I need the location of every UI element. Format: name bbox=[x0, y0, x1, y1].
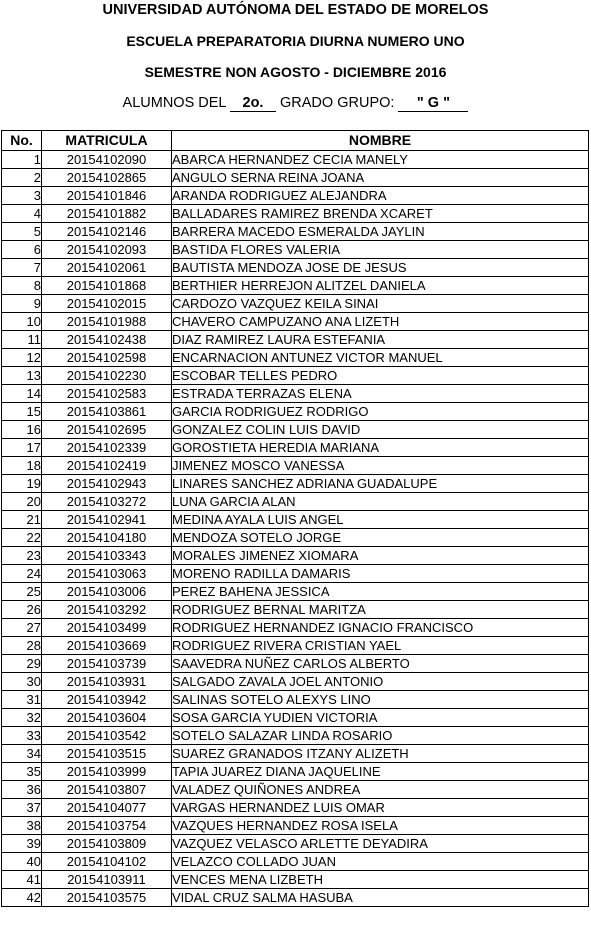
group-value: " G " bbox=[398, 96, 468, 112]
row-matricula: 20154102941 bbox=[42, 511, 172, 529]
table-row bbox=[2, 295, 589, 313]
row-name: GONZALEZ COLIN LUIS DAVID bbox=[172, 421, 589, 439]
row-matricula: 20154102061 bbox=[42, 259, 172, 277]
table-row bbox=[2, 205, 589, 223]
row-number: 11 bbox=[2, 331, 42, 349]
table-row bbox=[2, 655, 589, 673]
row-name: VAZQUES HERNANDEZ ROSA ISELA bbox=[172, 817, 589, 835]
row-matricula: 20154102419 bbox=[42, 457, 172, 475]
row-name: TAPIA JUAREZ DIANA JAQUELINE bbox=[172, 763, 589, 781]
table-row bbox=[2, 889, 589, 907]
row-number: 15 bbox=[2, 403, 42, 421]
row-name: DIAZ RAMIREZ LAURA ESTEFANIA bbox=[172, 331, 589, 349]
row-number: 7 bbox=[2, 259, 42, 277]
column-header-number: No. bbox=[2, 131, 42, 151]
table-row bbox=[2, 511, 589, 529]
table-row bbox=[2, 259, 589, 277]
row-matricula: 20154103942 bbox=[42, 691, 172, 709]
row-matricula: 20154103343 bbox=[42, 547, 172, 565]
table-row bbox=[2, 727, 589, 745]
row-matricula: 20154103754 bbox=[42, 817, 172, 835]
row-name: VARGAS HERNANDEZ LUIS OMAR bbox=[172, 799, 589, 817]
row-number: 8 bbox=[2, 277, 42, 295]
row-matricula: 20154102015 bbox=[42, 295, 172, 313]
table-row bbox=[2, 673, 589, 691]
row-name: BARRERA MACEDO ESMERALDA JAYLIN bbox=[172, 223, 589, 241]
table-row bbox=[2, 853, 589, 871]
row-matricula: 20154101868 bbox=[42, 277, 172, 295]
column-header-nombre: NOMBRE bbox=[172, 131, 589, 151]
row-matricula: 20154103931 bbox=[42, 673, 172, 691]
row-name: BASTIDA FLORES VALERIA bbox=[172, 241, 589, 259]
row-name: LINARES SANCHEZ ADRIANA GUADALUPE bbox=[172, 475, 589, 493]
row-name: MEDINA AYALA LUIS ANGEL bbox=[172, 511, 589, 529]
row-number: 5 bbox=[2, 223, 42, 241]
table-row bbox=[2, 439, 589, 457]
row-matricula: 20154102230 bbox=[42, 367, 172, 385]
row-number: 26 bbox=[2, 601, 42, 619]
row-number: 1 bbox=[2, 151, 42, 169]
table-row bbox=[2, 601, 589, 619]
row-name: RODRIGUEZ BERNAL MARITZA bbox=[172, 601, 589, 619]
row-matricula: 20154103575 bbox=[42, 889, 172, 907]
table-row bbox=[2, 223, 589, 241]
row-matricula: 20154104077 bbox=[42, 799, 172, 817]
table-row bbox=[2, 763, 589, 781]
table-row bbox=[2, 187, 589, 205]
table-row bbox=[2, 493, 589, 511]
row-matricula: 20154103272 bbox=[42, 493, 172, 511]
row-number: 10 bbox=[2, 313, 42, 331]
row-number: 22 bbox=[2, 529, 42, 547]
row-matricula: 20154103515 bbox=[42, 745, 172, 763]
row-name: ANGULO SERNA REINA JOANA bbox=[172, 169, 589, 187]
row-number: 18 bbox=[2, 457, 42, 475]
table-row bbox=[2, 367, 589, 385]
row-number: 20 bbox=[2, 493, 42, 511]
row-name: ENCARNACION ANTUNEZ VICTOR MANUEL bbox=[172, 349, 589, 367]
row-number: 12 bbox=[2, 349, 42, 367]
row-number: 24 bbox=[2, 565, 42, 583]
row-number: 13 bbox=[2, 367, 42, 385]
table-row bbox=[2, 799, 589, 817]
group-label: GRUPO: bbox=[337, 95, 395, 111]
row-name: CARDOZO VAZQUEZ KEILA SINAI bbox=[172, 295, 589, 313]
table-row bbox=[2, 871, 589, 889]
row-name: RODRIGUEZ RIVERA CRISTIAN YAEL bbox=[172, 637, 589, 655]
row-matricula: 20154103542 bbox=[42, 727, 172, 745]
row-name: MORENO RADILLA DAMARIS bbox=[172, 565, 589, 583]
grade-label: GRADO bbox=[280, 95, 334, 111]
column-header-matricula: MATRICULA bbox=[42, 131, 172, 151]
school-title: ESCUELA PREPARATORIA DIURNA NUMERO UNO bbox=[126, 33, 465, 49]
table-header-row bbox=[2, 131, 589, 151]
row-matricula: 20154103006 bbox=[42, 583, 172, 601]
row-matricula: 20154101882 bbox=[42, 205, 172, 223]
row-matricula: 20154103604 bbox=[42, 709, 172, 727]
row-name: GOROSTIETA HEREDIA MARIANA bbox=[172, 439, 589, 457]
table-row bbox=[2, 241, 589, 259]
row-matricula: 20154102339 bbox=[42, 439, 172, 457]
row-name: ESTRADA TERRAZAS ELENA bbox=[172, 385, 589, 403]
row-number: 42 bbox=[2, 889, 42, 907]
table-row bbox=[2, 565, 589, 583]
row-name: BERTHIER HERREJON ALITZEL DANIELA bbox=[172, 277, 589, 295]
table-row bbox=[2, 709, 589, 727]
semester-title: SEMESTRE NON AGOSTO - DICIEMBRE 2016 bbox=[144, 64, 447, 80]
table-row bbox=[2, 529, 589, 547]
table-row bbox=[2, 421, 589, 439]
row-matricula: 20154102695 bbox=[42, 421, 172, 439]
table-row bbox=[2, 745, 589, 763]
table-row bbox=[2, 637, 589, 655]
row-name: SUAREZ GRANADOS ITZANY ALIZETH bbox=[172, 745, 589, 763]
row-name: ESCOBAR TELLES PEDRO bbox=[172, 367, 589, 385]
row-number: 37 bbox=[2, 799, 42, 817]
row-number: 36 bbox=[2, 781, 42, 799]
table-row bbox=[2, 457, 589, 475]
row-number: 9 bbox=[2, 295, 42, 313]
row-number: 32 bbox=[2, 709, 42, 727]
row-number: 33 bbox=[2, 727, 42, 745]
row-number: 29 bbox=[2, 655, 42, 673]
row-name: SOTELO SALAZAR LINDA ROSARIO bbox=[172, 727, 589, 745]
row-name: SOSA GARCIA YUDIEN VICTORIA bbox=[172, 709, 589, 727]
row-name: VENCES MENA LIZBETH bbox=[172, 871, 589, 889]
table-row bbox=[2, 331, 589, 349]
row-number: 21 bbox=[2, 511, 42, 529]
row-number: 2 bbox=[2, 169, 42, 187]
row-matricula: 20154104180 bbox=[42, 529, 172, 547]
row-matricula: 20154103807 bbox=[42, 781, 172, 799]
row-number: 31 bbox=[2, 691, 42, 709]
student-roster-table bbox=[1, 130, 589, 907]
table-header bbox=[2, 131, 589, 151]
row-matricula: 20154102865 bbox=[42, 169, 172, 187]
table-row bbox=[2, 619, 589, 637]
grade-value: 2o. bbox=[230, 96, 276, 112]
table-row bbox=[2, 277, 589, 295]
row-name: RODRIGUEZ HERNANDEZ IGNACIO FRANCISCO bbox=[172, 619, 589, 637]
row-matricula: 20154103669 bbox=[42, 637, 172, 655]
row-number: 3 bbox=[2, 187, 42, 205]
row-matricula: 20154102583 bbox=[42, 385, 172, 403]
table-row bbox=[2, 385, 589, 403]
row-matricula: 20154103063 bbox=[42, 565, 172, 583]
table-row bbox=[2, 313, 589, 331]
row-matricula: 20154103292 bbox=[42, 601, 172, 619]
row-matricula: 20154103499 bbox=[42, 619, 172, 637]
row-number: 19 bbox=[2, 475, 42, 493]
table-row bbox=[2, 781, 589, 799]
table-row bbox=[2, 403, 589, 421]
row-matricula: 20154102146 bbox=[42, 223, 172, 241]
row-matricula: 20154101988 bbox=[42, 313, 172, 331]
row-name: MENDOZA SOTELO JORGE bbox=[172, 529, 589, 547]
table-row bbox=[2, 169, 589, 187]
row-matricula: 20154103809 bbox=[42, 835, 172, 853]
row-matricula: 20154103911 bbox=[42, 871, 172, 889]
row-number: 38 bbox=[2, 817, 42, 835]
row-matricula: 20154103739 bbox=[42, 655, 172, 673]
row-number: 40 bbox=[2, 853, 42, 871]
row-name: VAZQUEZ VELASCO ARLETTE DEYADIRA bbox=[172, 835, 589, 853]
row-name: GARCIA RODRIGUEZ RODRIGO bbox=[172, 403, 589, 421]
row-matricula: 20154102093 bbox=[42, 241, 172, 259]
row-name: PEREZ BAHENA JESSICA bbox=[172, 583, 589, 601]
row-number: 27 bbox=[2, 619, 42, 637]
row-name: SALGADO ZAVALA JOEL ANTONIO bbox=[172, 673, 589, 691]
row-matricula: 20154102598 bbox=[42, 349, 172, 367]
university-title: UNIVERSIDAD AUTÓNOMA DEL ESTADO DE MORELOS bbox=[102, 2, 489, 18]
row-name: VELAZCO COLLADO JUAN bbox=[172, 853, 589, 871]
row-name: CHAVERO CAMPUZANO ANA LIZETH bbox=[172, 313, 589, 331]
grade-group-line bbox=[0, 94, 591, 112]
row-number: 39 bbox=[2, 835, 42, 853]
row-matricula: 20154103861 bbox=[42, 403, 172, 421]
students-label: ALUMNOS DEL bbox=[122, 95, 226, 111]
table-row bbox=[2, 475, 589, 493]
row-name: JIMENEZ MOSCO VANESSA bbox=[172, 457, 589, 475]
row-name: ABARCA HERNANDEZ CECIA MANELY bbox=[172, 151, 589, 169]
row-number: 17 bbox=[2, 439, 42, 457]
table-row bbox=[2, 583, 589, 601]
row-number: 16 bbox=[2, 421, 42, 439]
row-number: 14 bbox=[2, 385, 42, 403]
row-name: BAUTISTA MENDOZA JOSE DE JESUS bbox=[172, 259, 589, 277]
row-matricula: 20154101846 bbox=[42, 187, 172, 205]
row-name: SALINAS SOTELO ALEXYS LINO bbox=[172, 691, 589, 709]
table-row bbox=[2, 817, 589, 835]
row-name: LUNA GARCIA ALAN bbox=[172, 493, 589, 511]
row-number: 23 bbox=[2, 547, 42, 565]
row-number: 6 bbox=[2, 241, 42, 259]
row-number: 41 bbox=[2, 871, 42, 889]
row-number: 28 bbox=[2, 637, 42, 655]
table-row bbox=[2, 151, 589, 169]
row-matricula: 20154102438 bbox=[42, 331, 172, 349]
table-row bbox=[2, 349, 589, 367]
table-row bbox=[2, 547, 589, 565]
row-number: 34 bbox=[2, 745, 42, 763]
row-name: VIDAL CRUZ SALMA HASUBA bbox=[172, 889, 589, 907]
row-number: 30 bbox=[2, 673, 42, 691]
row-name: BALLADARES RAMIREZ BRENDA XCARET bbox=[172, 205, 589, 223]
row-matricula: 20154103999 bbox=[42, 763, 172, 781]
row-matricula: 20154102090 bbox=[42, 151, 172, 169]
row-number: 35 bbox=[2, 763, 42, 781]
row-name: ARANDA RODRIGUEZ ALEJANDRA bbox=[172, 187, 589, 205]
row-number: 4 bbox=[2, 205, 42, 223]
row-name: SAAVEDRA NUÑEZ CARLOS ALBERTO bbox=[172, 655, 589, 673]
row-number: 25 bbox=[2, 583, 42, 601]
table-row bbox=[2, 835, 589, 853]
table-body bbox=[2, 151, 589, 907]
row-matricula: 20154102943 bbox=[42, 475, 172, 493]
row-name: MORALES JIMENEZ XIOMARA bbox=[172, 547, 589, 565]
table-row bbox=[2, 691, 589, 709]
row-matricula: 20154104102 bbox=[42, 853, 172, 871]
row-name: VALADEZ QUIÑONES ANDREA bbox=[172, 781, 589, 799]
